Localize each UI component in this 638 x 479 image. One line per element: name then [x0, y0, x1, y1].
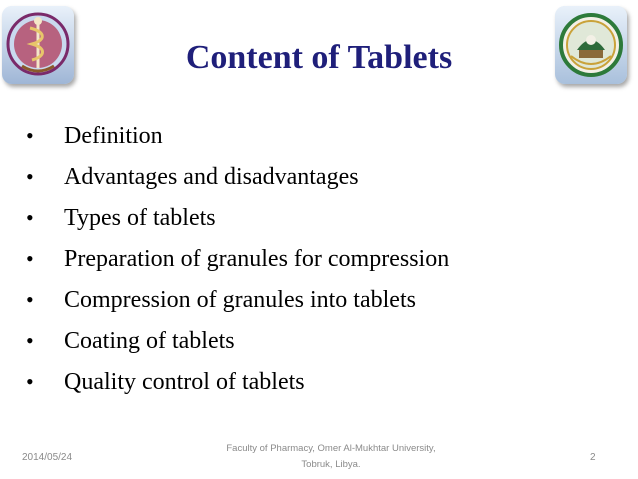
footer-affiliation-line1: Faculty of Pharmacy, Omer Al-Mukhtar University, [226, 443, 436, 454]
bullet-dot-icon: • [26, 287, 34, 312]
bullet-dot-icon: • [26, 205, 34, 230]
bullet-text: Definition [64, 123, 163, 149]
bullet-text: Compression of granules into tablets [64, 287, 416, 313]
bullet-item-preparation [0, 241, 449, 282]
bullet-text: Preparation of granules for compression [64, 246, 450, 272]
bullet-item-compression [0, 282, 449, 323]
slide-title: Content of Tablets [185, 39, 453, 76]
footer-affiliation-line2: Tobruk, Libya. [301, 459, 361, 470]
bullet-item-coating [0, 323, 449, 364]
bullet-item-quality-control [0, 364, 449, 405]
footer-affiliation [200, 441, 462, 473]
bullet-text: Types of tablets [64, 205, 216, 231]
bullet-dot-icon: • [26, 164, 34, 189]
bullet-text: Advantages and disadvantages [64, 164, 359, 190]
page-number: 2 [590, 452, 596, 463]
bullet-text: Quality control of tablets [64, 369, 305, 395]
bullet-dot-icon: • [26, 369, 34, 394]
bullet-item-definition [0, 118, 449, 159]
bullet-dot-icon: • [26, 123, 34, 148]
footer-date: 2014/05/24 [22, 452, 73, 463]
content-bullet-list [0, 118, 449, 405]
bullet-dot-icon: • [26, 328, 34, 353]
bullet-item-advantages [0, 159, 449, 200]
bullet-dot-icon: • [26, 246, 34, 271]
bullet-item-types [0, 200, 449, 241]
bullet-text: Coating of tablets [64, 328, 235, 354]
